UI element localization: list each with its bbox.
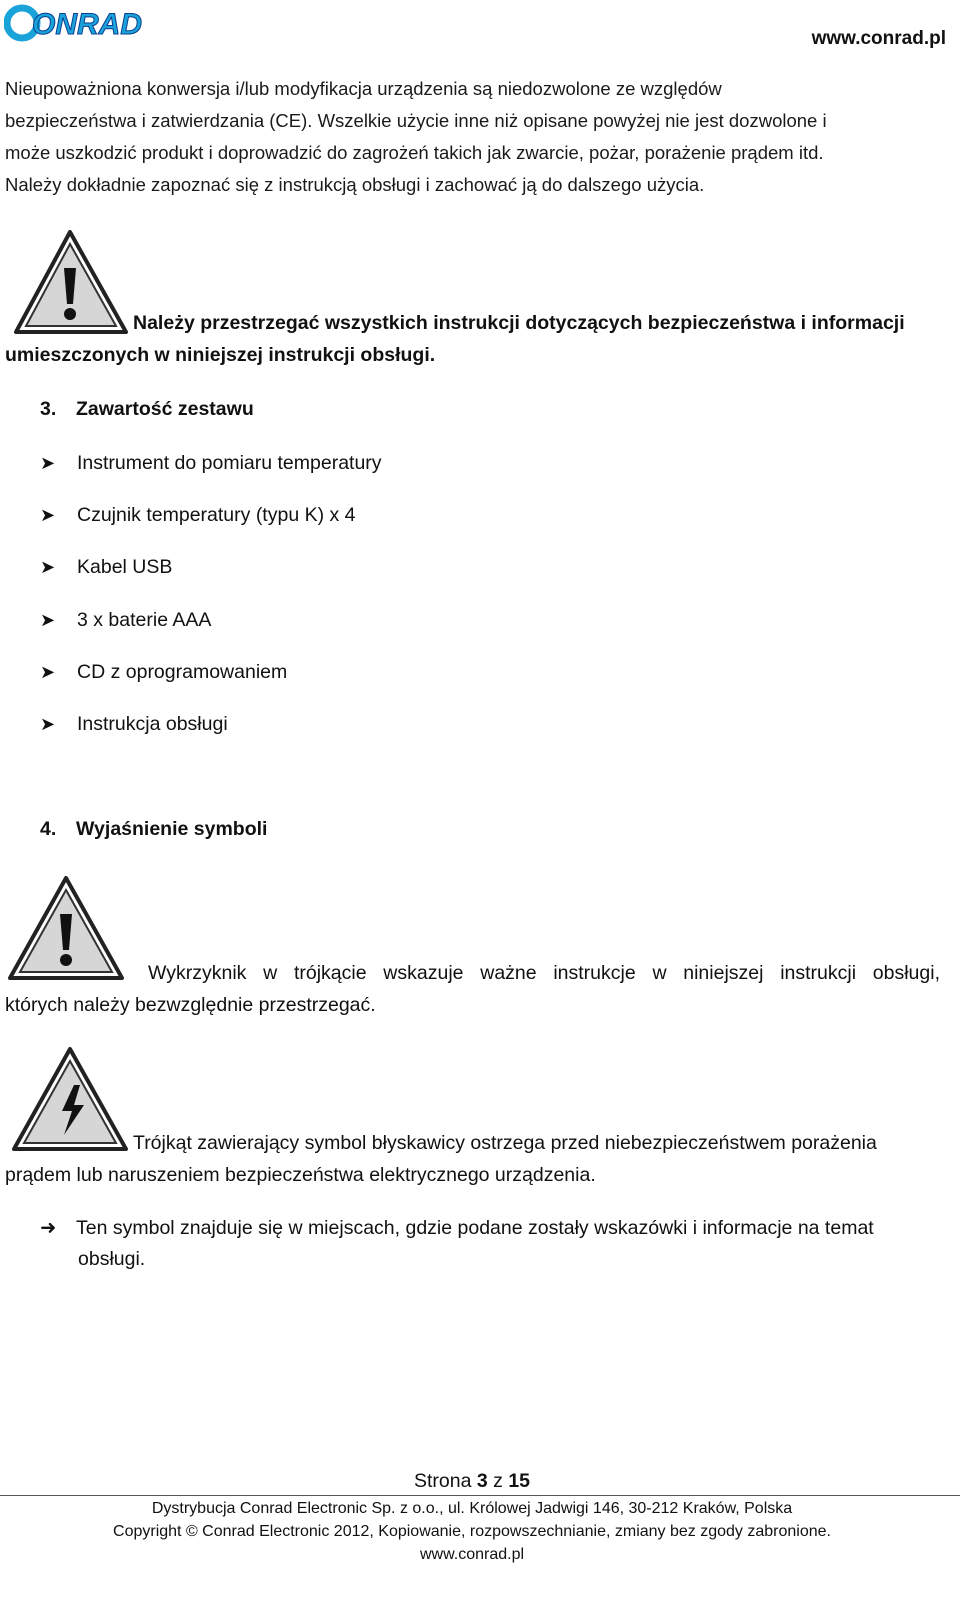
arrowhead-bullet-icon: ➤ <box>40 610 56 630</box>
arrowhead-bullet-icon: ➤ <box>40 557 56 577</box>
intro-line: może uszkodzić produkt i doprowadzić do zagrożeń takich jak zwarcie, pożar, porażenie prądem itd. <box>5 142 824 163</box>
lightning-description-line2: prądem lub naruszeniem bezpieczeństwa elektrycznego urządzenia. <box>5 1164 596 1186</box>
section-number: 4. <box>40 818 57 840</box>
list-item-text: Instrument do pomiaru temperatury <box>77 452 382 474</box>
exclamation-description-line1: Wykrzyknik w trójkącie wskazuje ważne instrukcje w niniejszej instrukcji obsługi, <box>148 962 940 984</box>
arrow-note-line1: Ten symbol znajduje się w miejscach, gdzie podane zostały wskazówki i informacje na temat <box>76 1217 874 1239</box>
list-item <box>40 713 228 736</box>
list-item-text: CD z oprogramowaniem <box>77 661 288 683</box>
section-title: Zawartość zestawu <box>76 398 254 420</box>
intro-paragraph <box>5 73 946 201</box>
page-total: 15 <box>508 1470 531 1492</box>
list-item <box>40 556 172 579</box>
list-item <box>40 609 211 632</box>
arrowhead-bullet-icon: ➤ <box>40 714 56 734</box>
list-item-text: 3 x baterie AAA <box>77 609 212 631</box>
footer-copyright: Copyright © Conrad Electronic 2012, Kopiowanie, rozpowszechnianie, zmiany bez zgody zabronione. <box>113 1523 831 1540</box>
arrowhead-bullet-icon: ➤ <box>40 453 56 473</box>
warning-exclamation-icon <box>12 228 132 338</box>
safety-note-line1: Należy przestrzegać wszystkich instrukcji dotyczących bezpieczeństwa i informacji <box>133 312 905 334</box>
section-3-heading <box>40 398 254 421</box>
section-title: Wyjaśnienie symboli <box>76 818 268 840</box>
list-item-text: Czujnik temperatury (typu K) x 4 <box>77 504 356 526</box>
warning-exclamation-icon <box>6 874 126 984</box>
page-prefix: Strona <box>413 1470 472 1492</box>
footer-url: www.conrad.pl <box>419 1546 525 1563</box>
footer-address: Dystrybucja Conrad Electronic Sp. z o.o., ul. Królowej Jadwigi 146, 30-212 Kraków, Polska <box>151 1500 793 1517</box>
list-item-text: Instrukcja obsługi <box>77 713 228 735</box>
warning-lightning-icon <box>10 1045 130 1155</box>
intro-line: bezpieczeństwa i zatwierdzania (CE). Wszelkie użycie inne niż opisane powyżej nie jest dozwolone i <box>5 110 827 131</box>
exclamation-description-line2: których należy bezwzględnie przestrzegać. <box>5 994 376 1016</box>
safety-note-line2: umieszczonych w niniejszej instrukcji obsługi. <box>5 344 436 366</box>
lightning-description-line1: Trójkąt zawierający symbol błyskawicy ostrzega przed niebezpieczeństwem porażenia <box>133 1132 877 1154</box>
intro-line: Należy dokładnie zapoznać się z instrukcją obsługi i zachować ją do dalszego użycia. <box>5 174 705 195</box>
list-item <box>40 504 356 527</box>
page-current: 3 <box>476 1470 488 1492</box>
arrow-note-line2: obsługi. <box>78 1248 146 1270</box>
arrowhead-bullet-icon: ➤ <box>40 662 56 682</box>
arrowhead-bullet-icon: ➤ <box>40 505 56 525</box>
list-item <box>40 452 382 475</box>
arrow-note <box>40 1216 940 1240</box>
logo-text: ONRAD <box>32 8 142 41</box>
arrow-right-icon: ➜ <box>40 1217 57 1239</box>
list-item-text: Kabel USB <box>77 556 173 578</box>
conrad-logo <box>4 2 160 44</box>
page-separator: z <box>493 1470 503 1492</box>
page-number <box>0 1470 944 1493</box>
footer-divider <box>0 1495 960 1496</box>
list-item <box>40 661 287 684</box>
section-4-heading <box>40 818 267 841</box>
header-site-url: www.conrad.pl <box>811 28 946 49</box>
intro-line: Nieupoważniona konwersja i/lub modyfikacja urządzenia są niedozwolone ze względów <box>5 78 722 99</box>
section-number: 3. <box>40 398 57 420</box>
